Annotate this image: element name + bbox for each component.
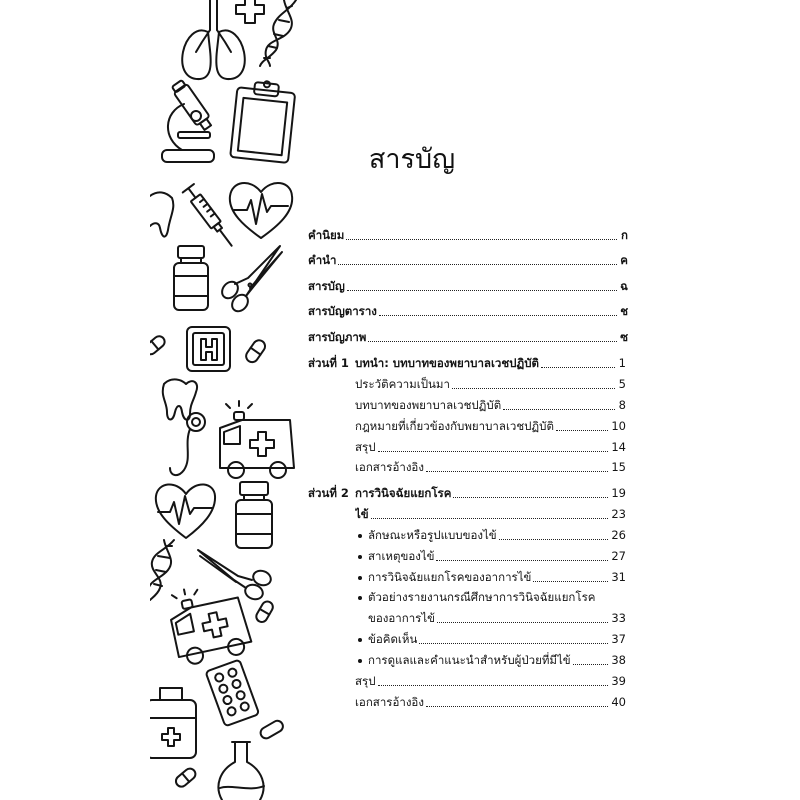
syringe-icon <box>183 184 238 250</box>
dot-leader <box>338 264 617 265</box>
tooth-icon <box>150 192 173 236</box>
toc-page-number: 38 <box>611 653 626 667</box>
medical-doodle-border <box>150 0 300 800</box>
dot-leader <box>378 685 609 686</box>
toc-page-number: 37 <box>611 632 626 646</box>
dot-leader <box>503 409 615 410</box>
toc-page-number: 8 <box>618 398 626 412</box>
toc-page-number: ฉ <box>620 279 628 293</box>
toc-page-number: 15 <box>611 460 626 474</box>
toc-row-section <box>355 418 626 435</box>
toc-row-part <box>308 355 626 372</box>
clipboard-icon <box>230 78 296 163</box>
toc-row-topic-continued <box>368 610 626 627</box>
toc-page-number: 19 <box>611 486 626 500</box>
toc-entry-label: ข้อคิดเห็น <box>368 632 418 646</box>
toc-page-number: 40 <box>611 695 626 709</box>
toc-page-number: ช <box>620 304 628 318</box>
toc-entry-label: สารบัญตาราง <box>308 304 377 318</box>
bullet-icon <box>357 589 368 606</box>
ambulance-icon <box>220 401 294 478</box>
toc-row-part <box>308 485 626 502</box>
microscope-icon <box>162 79 214 162</box>
toc-page-number: 33 <box>611 611 626 625</box>
dot-leader <box>556 430 608 431</box>
toc-row-topic <box>357 589 626 606</box>
toc-row-topic <box>357 569 626 586</box>
dna-icon <box>150 540 174 600</box>
pill-bottle-icon <box>236 482 272 548</box>
toc-page-number: 1 <box>618 356 626 370</box>
toc-row-front-matter <box>308 227 628 244</box>
page-title: สารบัญ <box>368 144 456 175</box>
toc-entry-label: สารบัญ <box>308 279 345 293</box>
dot-leader <box>347 290 617 291</box>
flask-icon <box>218 742 264 800</box>
dot-leader <box>453 497 608 498</box>
bullet-icon <box>357 548 368 565</box>
heart-ecg-icon <box>230 183 292 238</box>
dot-leader <box>378 451 609 452</box>
scissors-icon <box>198 550 273 602</box>
toc-row-front-matter <box>308 329 628 346</box>
dot-leader <box>426 706 608 707</box>
toc-page-number: 26 <box>611 528 626 542</box>
dot-leader <box>426 471 608 472</box>
toc-row-section <box>355 376 626 393</box>
bullet-icon <box>357 652 368 669</box>
toc-entry-label: การดูแลและคำแนะนำสำหรับผู้ป่วยที่มีไข้ <box>368 653 571 667</box>
toc-entry-label: สรุป <box>355 674 376 688</box>
dot-leader <box>533 581 608 582</box>
toc-entry-label: สรุป <box>355 440 376 454</box>
stethoscope-icon <box>170 413 205 475</box>
pill-bottle-icon <box>174 246 208 310</box>
medical-bag-icon <box>150 688 196 758</box>
dot-leader <box>419 643 608 644</box>
heart-ecg-icon <box>156 484 215 538</box>
toc-row-topic <box>357 652 626 669</box>
toc-entry-label: ไข้ <box>355 507 369 521</box>
toc-page-number: ซ <box>620 330 628 344</box>
toc-entry-label: การวินิจฉัยแยกโรคของอาการไข้ <box>368 570 532 584</box>
dot-leader <box>452 388 615 389</box>
toc-page-number: 10 <box>611 419 626 433</box>
scissors-icon <box>219 246 282 314</box>
toc-row-front-matter <box>308 278 628 295</box>
dot-leader <box>346 239 617 240</box>
part-title: บทนำ: บทบาทของพยาบาลเวชปฏิบัติ <box>355 356 539 370</box>
toc-row-section <box>355 506 626 523</box>
toc-entry-label: ตัวอย่างรายงานกรณีศึกษาการวินิจฉัยแยกโรค <box>368 590 596 604</box>
ambulance-icon <box>165 578 253 667</box>
toc-entry-label: บทบาทของพยาบาลเวชปฏิบัติ <box>355 398 502 412</box>
bullet-icon <box>357 631 368 648</box>
part-label: ส่วนที่ 2 <box>308 486 349 500</box>
toc-entry-label: ลักษณะหรือรูปแบบของไข้ <box>368 528 497 542</box>
dot-leader <box>371 518 609 519</box>
toc-page-number: 27 <box>611 549 626 563</box>
toc-entry-label: กฎหมายที่เกี่ยวข้องกับพยาบาลเวชปฏิบัติ <box>355 419 554 433</box>
hospital-sign-icon <box>187 327 230 371</box>
capsule-icon <box>150 334 167 357</box>
part-title: การวินิจฉัยแยกโรค <box>355 486 452 500</box>
bullet-icon <box>357 527 368 544</box>
dot-leader <box>437 622 608 623</box>
doodle-canvas <box>150 0 300 800</box>
toc-entry-label: สาเหตุของไข้ <box>368 549 435 563</box>
toc-row-section <box>355 397 626 414</box>
toc-row-section <box>355 459 626 476</box>
dot-leader <box>499 539 609 540</box>
toc-entry-label: คำนิยม <box>308 228 345 242</box>
toc-entry-label: สารบัญภาพ <box>308 330 367 344</box>
toc-row-topic <box>357 631 626 648</box>
toc-page-number: 14 <box>611 440 626 454</box>
toc-page-number: 5 <box>618 377 626 391</box>
toc-page-number: ค <box>620 253 628 267</box>
toc-entry-label: เอกสารอ้างอิง <box>355 460 424 474</box>
dot-leader <box>573 664 609 665</box>
part-label: ส่วนที่ 1 <box>308 356 349 370</box>
bullet-icon <box>357 569 368 586</box>
toc-row-front-matter <box>308 303 628 320</box>
toc-row-section <box>355 439 626 456</box>
dna-icon <box>260 0 296 66</box>
dot-leader <box>379 315 617 316</box>
toc-page-number: 31 <box>611 570 626 584</box>
dot-leader <box>436 560 608 561</box>
toc-entry-label: คำนำ <box>308 253 337 267</box>
capsule-icon <box>254 599 275 624</box>
blister-pack-icon <box>206 660 260 727</box>
toc-row-topic <box>357 548 626 565</box>
toc-page-number: ก <box>621 228 628 242</box>
dot-leader <box>541 367 615 368</box>
pill-icon <box>259 719 285 741</box>
capsule-icon <box>174 766 198 789</box>
plus-icon <box>236 0 264 23</box>
toc-page-number: 23 <box>611 507 626 521</box>
toc-page-number: 39 <box>611 674 626 688</box>
toc-entry-label: ของอาการไข้ <box>368 611 435 625</box>
capsule-icon <box>244 338 268 365</box>
toc-row-front-matter <box>308 252 628 269</box>
toc-row-section <box>355 694 626 711</box>
toc-entry-label: ประวัติความเป็นมา <box>355 377 450 391</box>
toc-row-section <box>355 673 626 690</box>
toc-entry-label: เอกสารอ้างอิง <box>355 695 424 709</box>
toc-row-topic <box>357 527 626 544</box>
dot-leader <box>368 341 617 342</box>
